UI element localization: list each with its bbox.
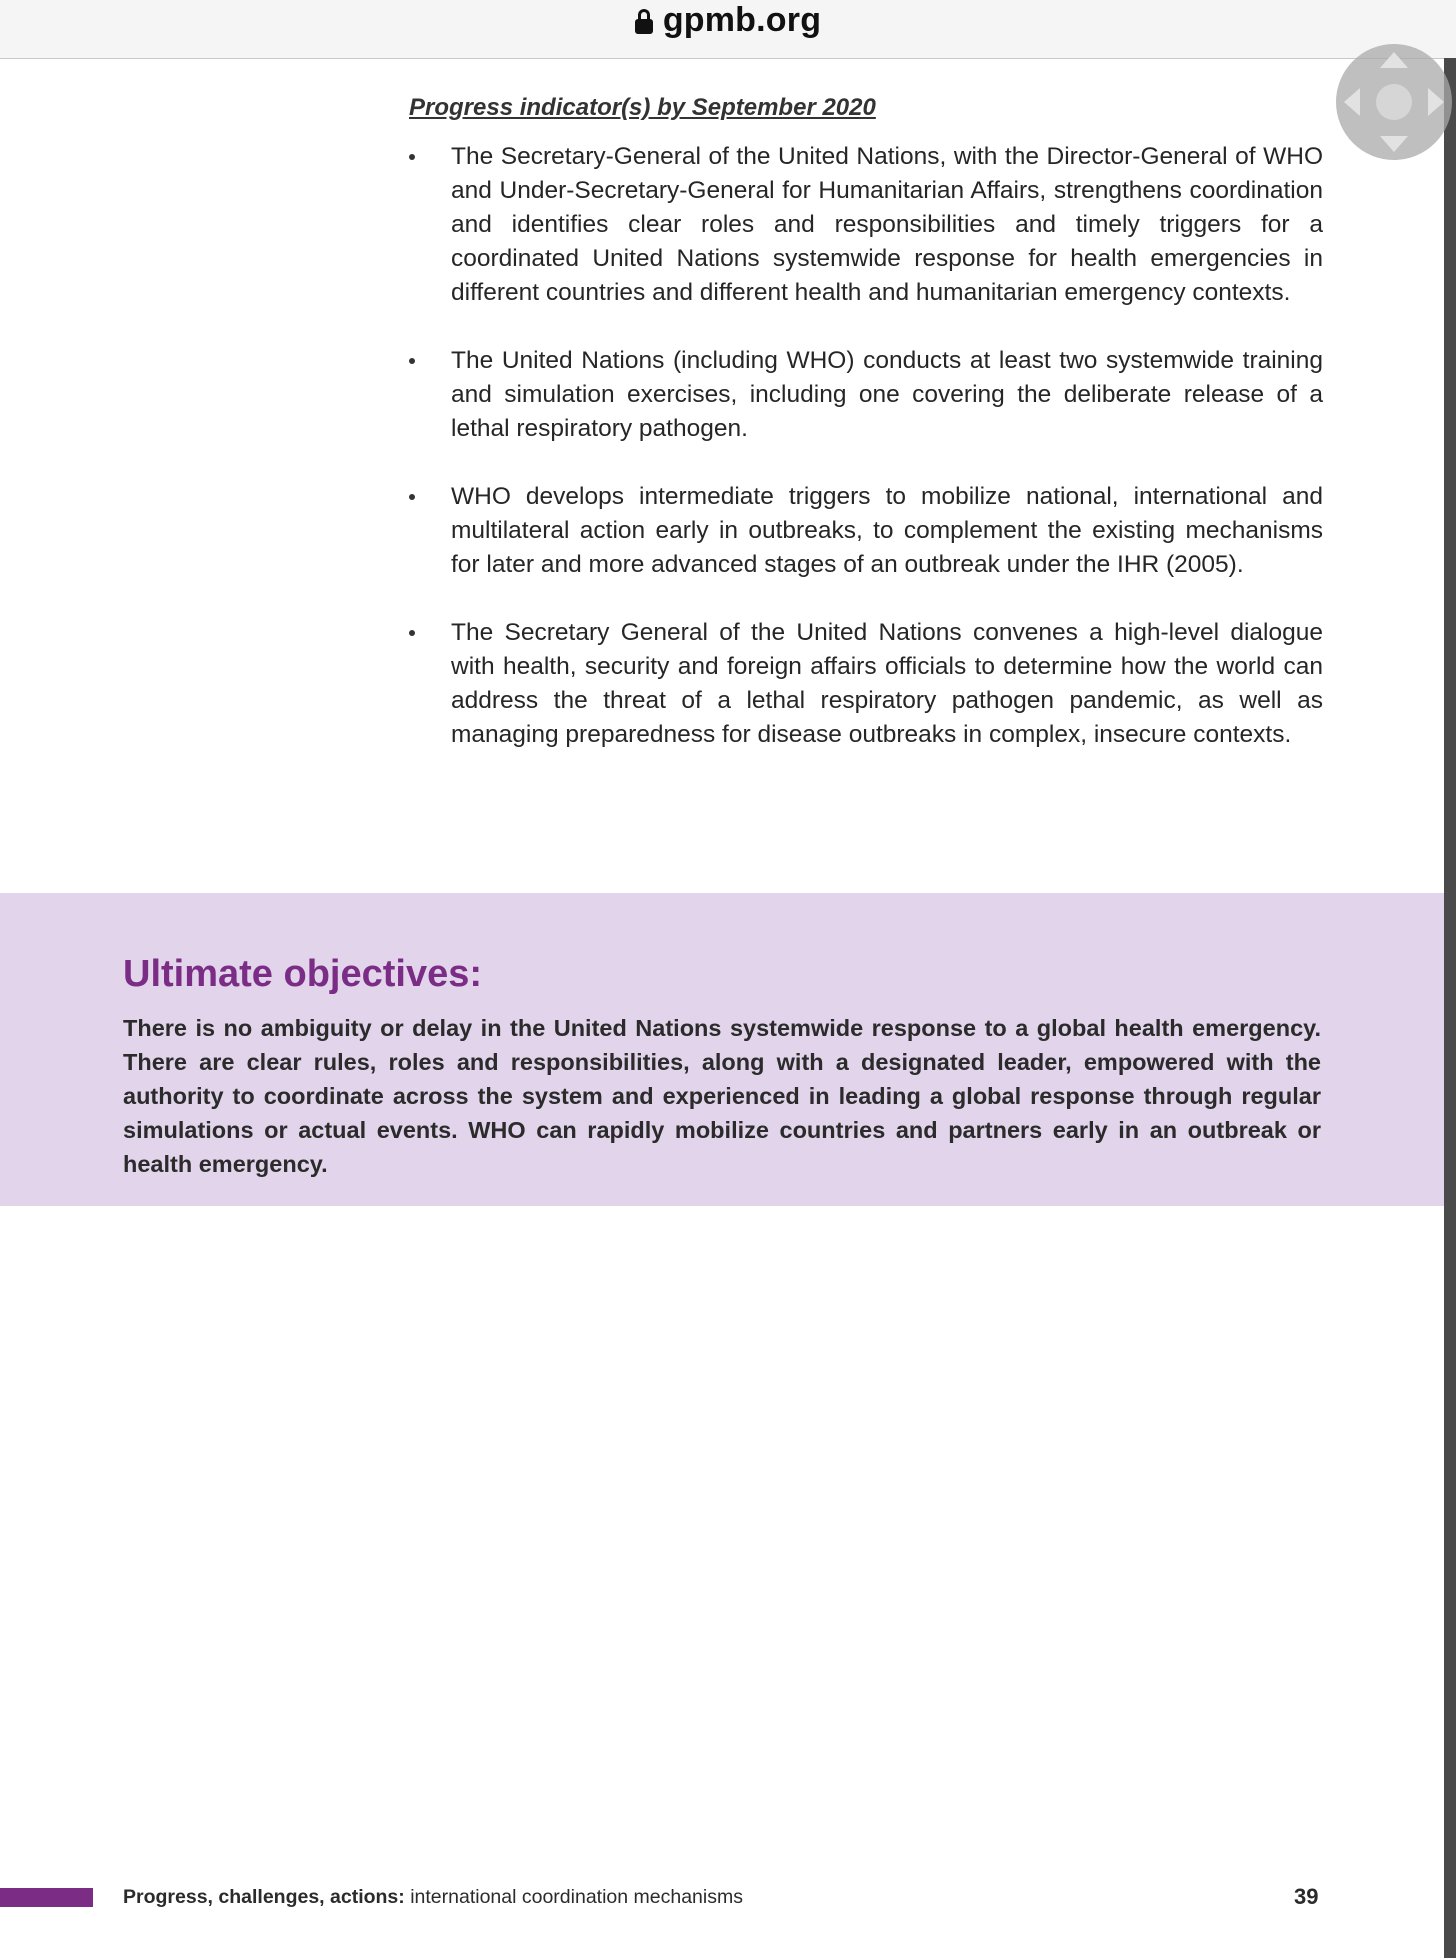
vertical-scrollbar[interactable] [1444, 58, 1456, 1958]
dpad-center[interactable] [1376, 84, 1412, 120]
page-number: 39 [1294, 1884, 1319, 1909]
footer-section-title [123, 1886, 743, 1909]
arrow-down-icon[interactable] [1380, 136, 1408, 152]
directional-pad-icon[interactable] [1336, 44, 1452, 160]
progress-indicators-heading: Progress indicator(s) by September 2020 [409, 94, 876, 121]
list-item [405, 616, 1323, 752]
indicator-text: The United Nations (including WHO) conducts at least two systemwide training and simulation exercises, including one covering the deliberate release of a lethal respiratory pathogen. [451, 347, 1323, 442]
indicator-text: WHO develops intermediate triggers to mobilize national, international and multilateral action early in outbreaks, to complement the existing mechanisms for later and more advanced stages of an outbreak under the IHR (2005). [451, 483, 1323, 578]
address-bar[interactable] [0, 0, 1456, 59]
footer-section-topic: international coordination mechanisms [410, 1886, 743, 1908]
ultimate-objectives-text: There is no ambiguity or delay in the United Nations systemwide response to a global health emergency. There are clear rules, roles and responsibilities, along with a designated leader, empowered with the authority to coordinate across the system and experienced in leading a global response through regular simulations or actual events. WHO can rapidly mobilize countries and partners early in an outbreak or health emergency. [123, 1015, 1321, 1177]
arrow-left-icon[interactable] [1344, 88, 1360, 116]
list-item [405, 140, 1323, 310]
arrow-up-icon[interactable] [1380, 52, 1408, 68]
ultimate-objectives-title: Ultimate objectives: [123, 953, 482, 995]
footer-section-label: Progress, challenges, actions: [123, 1886, 405, 1908]
list-item [405, 480, 1323, 582]
bullet-icon [409, 358, 415, 364]
lock-icon [635, 9, 653, 35]
bullet-icon [409, 154, 415, 160]
indicator-text: The Secretary-General of the United Nations, with the Director-General of WHO and Under-Secretary-General for Humanitarian Affairs, strengthens coordination and identifies clear roles and responsibilities and timely triggers for a coordinated United Nations systemwide response for health emergencies in different countries and different health and humanitarian emergency contexts. [451, 143, 1323, 306]
progress-indicators-list [405, 140, 1323, 786]
bullet-icon [409, 494, 415, 500]
list-item [405, 344, 1323, 446]
arrow-right-icon[interactable] [1428, 88, 1444, 116]
site-domain[interactable]: gpmb.org [662, 0, 822, 39]
indicator-text: The Secretary General of the United Nations convenes a high-level dialogue with health, security and foreign affairs officials to determine how the world can address the threat of a lethal respiratory pathogen pandemic, as well as managing preparedness for disease outbreaks in complex, insecure contexts. [451, 619, 1323, 748]
ultimate-objectives-box [0, 893, 1444, 1206]
footer-accent-bar [0, 1888, 93, 1907]
bullet-icon [409, 630, 415, 636]
